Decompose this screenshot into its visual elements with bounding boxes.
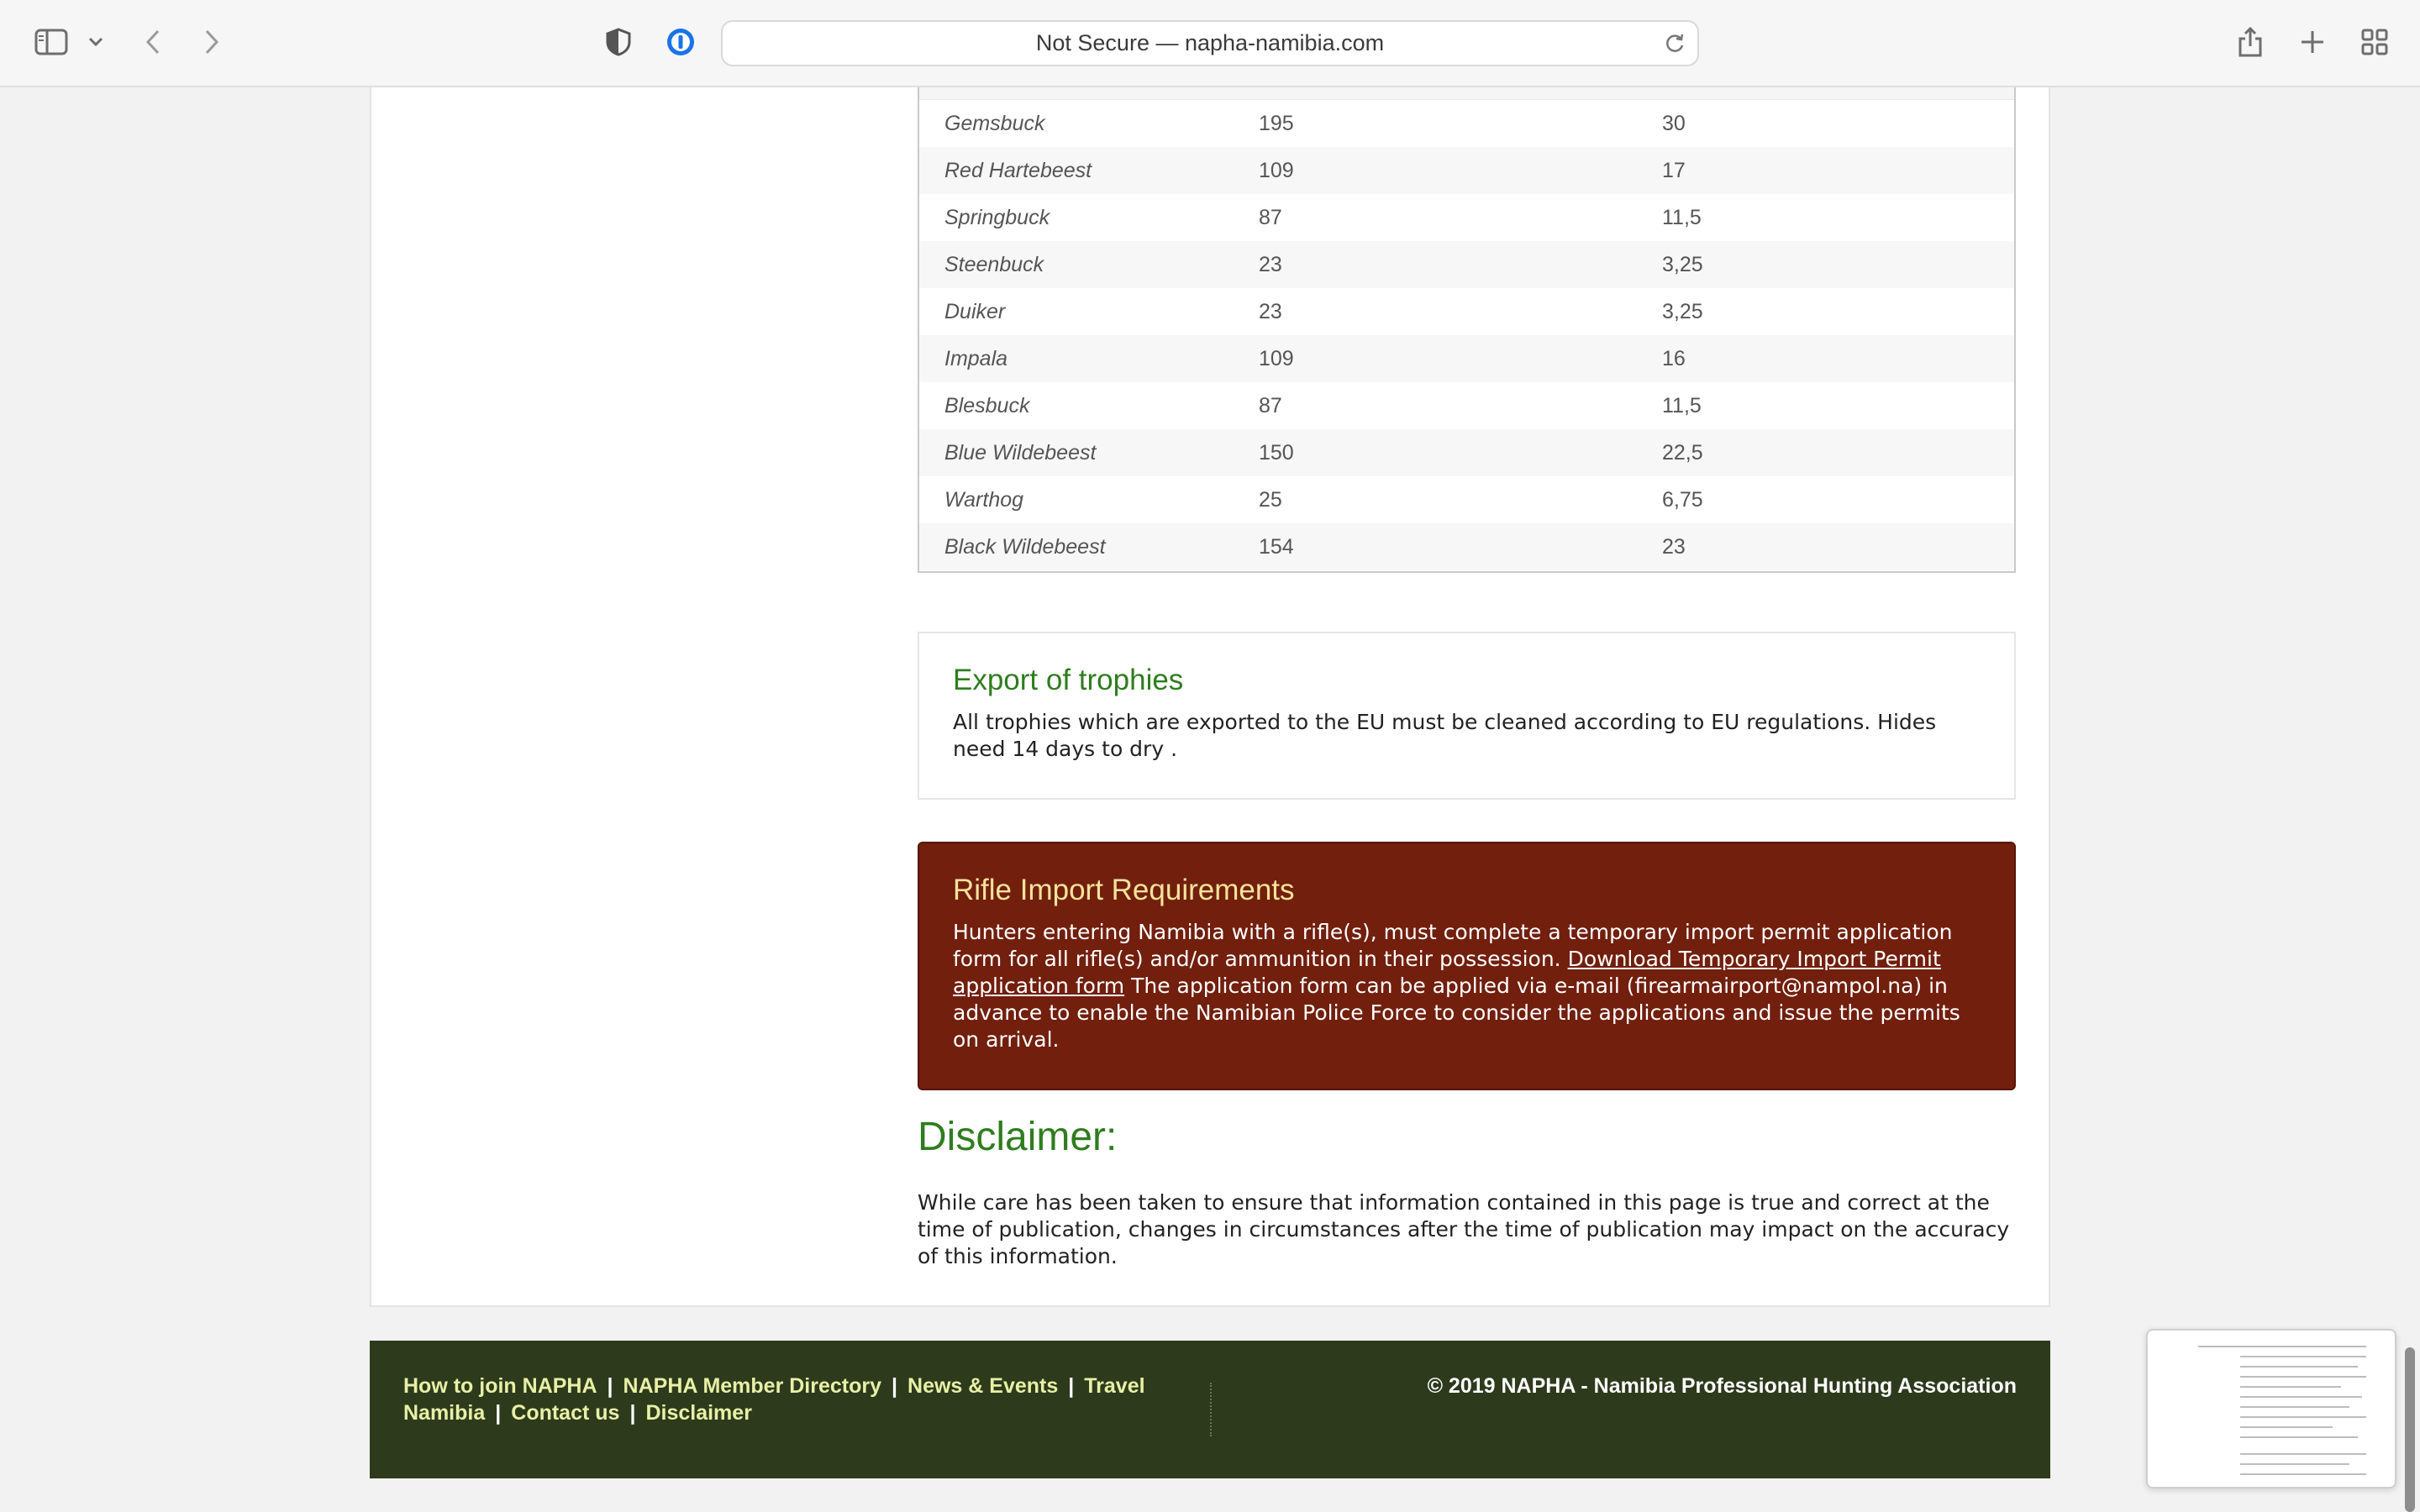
new-tab-plus-icon[interactable]: [2297, 27, 2328, 57]
value-cell: 23: [1259, 299, 1282, 323]
table-row: [919, 194, 2014, 241]
thumbnail-line: [2240, 1473, 2366, 1475]
value-cell: 30: [1662, 111, 1686, 135]
rifle-text-before: Hunters entering Namibia with a rifle(s), must complete a temporary import permit application form for all rifle(s) and/or ammunition in their possession.: [953, 920, 1953, 971]
export-trophies-box: [918, 632, 2016, 800]
export-title: Export of trophies: [953, 664, 1184, 696]
share-icon[interactable]: [2235, 24, 2265, 60]
species-cell: Springbuck: [944, 205, 1050, 229]
value-cell: 17: [1662, 158, 1686, 182]
species-cell: Impala: [944, 346, 1008, 370]
value-cell: 3,25: [1662, 252, 1703, 276]
footer-link-disclaimer[interactable]: Disclaimer: [645, 1401, 752, 1425]
table-row: [919, 147, 2014, 194]
site-footer: [370, 1341, 2050, 1478]
thumbnail-line: [2240, 1463, 2349, 1465]
value-cell: 11,5: [1662, 393, 1702, 417]
address-bar[interactable]: [721, 20, 1699, 66]
value-cell: 87: [1259, 393, 1282, 417]
footer-separator: |: [607, 1374, 613, 1398]
species-cell: Warthog: [944, 487, 1024, 512]
value-cell: 109: [1259, 158, 1294, 182]
species-cell: Blesbuck: [944, 393, 1030, 417]
value-cell: 25: [1259, 487, 1282, 512]
footer-copyright: © 2019 NAPHA - Namibia Professional Hunting Association: [1427, 1374, 2017, 1398]
table-row: [919, 100, 2014, 147]
thumbnail-line: [2240, 1386, 2341, 1388]
table-row: [919, 523, 2014, 570]
browser-toolbar: [0, 0, 2420, 87]
thumbnail-line: [2240, 1396, 2362, 1398]
value-cell: 6,75: [1662, 487, 1703, 512]
value-cell: 109: [1259, 346, 1294, 370]
footer-link-travel[interactable]: Travel Namibia: [403, 1374, 1145, 1425]
value-cell: 16: [1662, 346, 1686, 370]
thumbnail-line: [2240, 1406, 2349, 1408]
table-row: [919, 241, 2014, 288]
footer-link-contact[interactable]: Contact us: [511, 1401, 620, 1425]
species-cell: Steenbuck: [944, 252, 1044, 276]
page-thumbnail-preview[interactable]: [2146, 1329, 2396, 1488]
footer-link-news[interactable]: News & Events: [908, 1374, 1059, 1398]
thumbnail-line: [2240, 1426, 2333, 1428]
value-cell: 195: [1259, 111, 1294, 135]
footer-separator: |: [629, 1401, 636, 1425]
footer-separator: |: [495, 1401, 502, 1425]
table-row: [919, 476, 2014, 523]
table-row: [919, 288, 2014, 335]
species-cell: Gemsbuck: [944, 111, 1045, 135]
scrollbar-thumb[interactable]: [2405, 1347, 2415, 1512]
disclaimer-title: Disclaimer:: [918, 1115, 1118, 1159]
thumbnail-line: [2240, 1376, 2366, 1378]
value-cell: 11,5: [1662, 205, 1702, 229]
back-arrow-icon[interactable]: [141, 25, 165, 59]
disclaimer-text: While care has been taken to ensure that information contained in this page is true and correct at the time of publication, changes in circumstances after the time of publication may impact on the accuracy of this information.: [918, 1190, 2010, 1268]
species-cell: Red Hartebeest: [944, 158, 1092, 182]
footer-links: [403, 1373, 1202, 1426]
game-weights-table: [918, 87, 2016, 573]
chevron-down-icon[interactable]: [86, 32, 106, 52]
table-header-strip: [919, 87, 2014, 100]
value-cell: 22,5: [1662, 440, 1703, 465]
download-permit-link[interactable]: Download Temporary Import Permit application form: [953, 947, 1941, 998]
forward-arrow-icon[interactable]: [200, 25, 224, 59]
value-cell: 154: [1259, 534, 1294, 559]
table-row: [919, 335, 2014, 382]
value-cell: 87: [1259, 205, 1282, 229]
value-cell: 23: [1662, 534, 1686, 559]
password-manager-icon[interactable]: [664, 25, 697, 59]
footer-divider: [1210, 1383, 1212, 1436]
sidebar-toggle-icon[interactable]: [32, 25, 71, 59]
table-row: [919, 429, 2014, 476]
thumbnail-line: [2240, 1453, 2366, 1455]
value-cell: 150: [1259, 440, 1294, 465]
thumbnail-line: [2198, 1346, 2366, 1347]
rifle-import-box: [918, 842, 2016, 1090]
footer-link-directory[interactable]: NAPHA Member Directory: [623, 1374, 882, 1398]
privacy-shield-icon[interactable]: [602, 25, 635, 59]
reload-icon[interactable]: [1664, 32, 1686, 59]
thumbnail-line: [2240, 1356, 2366, 1357]
tab-overview-icon[interactable]: [2360, 27, 2390, 57]
species-cell: Black Wildebeest: [944, 534, 1106, 559]
thumbnail-line: [2240, 1436, 2358, 1438]
footer-separator: |: [892, 1374, 898, 1398]
rifle-title: Rifle Import Requirements: [953, 874, 1295, 906]
table-row: [919, 382, 2014, 429]
thumbnail-line: [2240, 1416, 2366, 1418]
export-text: All trophies which are exported to the EU must be cleaned according to EU regulations. Hides need 14 days to dry .: [953, 710, 1937, 761]
thumbnail-line: [2240, 1366, 2358, 1368]
address-text: Not Secure — napha-namibia.com: [1035, 30, 1385, 55]
value-cell: 23: [1259, 252, 1282, 276]
footer-link-join[interactable]: How to join NAPHA: [403, 1374, 597, 1398]
value-cell: 3,25: [1662, 299, 1703, 323]
rifle-text-after: The application form can be applied via e-mail (firearmairport@nampol.na) in advance to enable the Namibian Police Force to consider the applications and issue the permits on arrival.: [953, 974, 1960, 1052]
species-cell: Duiker: [944, 299, 1006, 323]
species-cell: Blue Wildebeest: [944, 440, 1097, 465]
rifle-text: [953, 919, 1981, 1053]
footer-separator: |: [1068, 1374, 1075, 1398]
